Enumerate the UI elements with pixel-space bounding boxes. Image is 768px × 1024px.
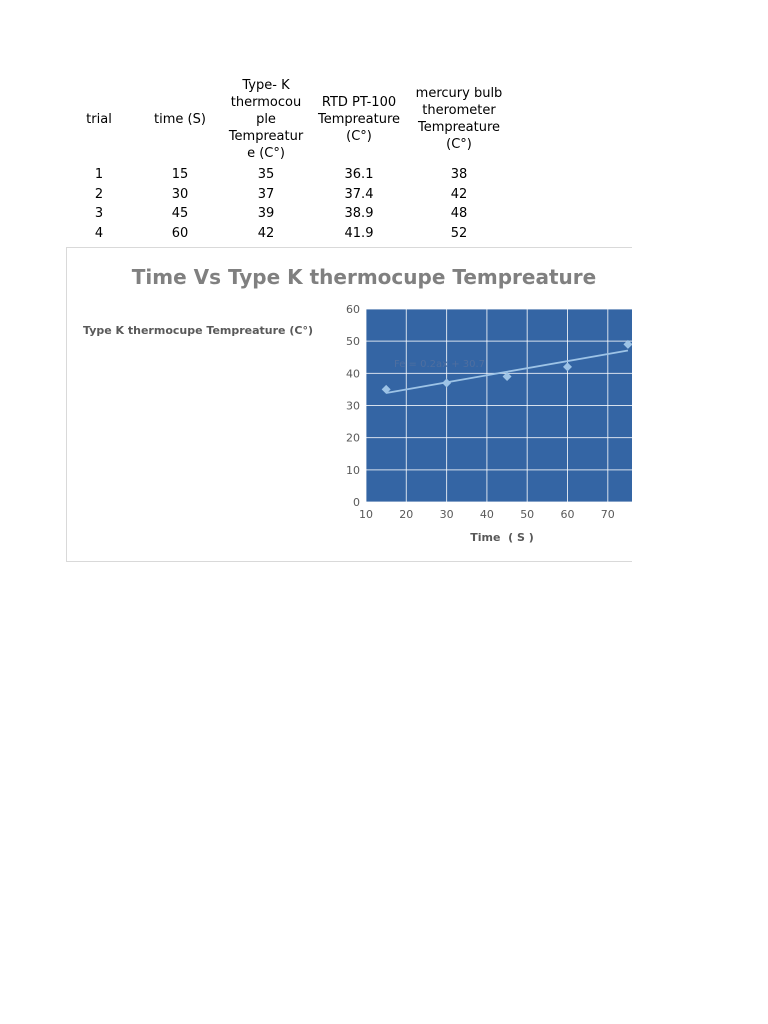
table-cell: 60: [171, 225, 189, 241]
x-tick-label: 30: [439, 508, 454, 521]
header-trial: [66, 73, 132, 165]
header-typek-temp: [228, 73, 304, 165]
x-tick-label: 20: [399, 508, 414, 521]
trendline-label: Fe = 0.2ax + 30.7: [394, 359, 486, 370]
data-table: [66, 73, 504, 243]
header-line: (C°): [446, 137, 472, 152]
table-row: [66, 165, 504, 185]
header-line: time (S): [154, 111, 206, 127]
table-cell: 41.9: [344, 225, 374, 241]
table-cell: 38.9: [344, 206, 374, 222]
header-line: RTD PT-100: [321, 94, 397, 110]
y-tick-label: 30: [346, 399, 360, 413]
x-axis-label: Time ( S ): [470, 531, 534, 544]
table-row: [66, 185, 504, 205]
plot-area: [346, 303, 632, 521]
header-line: mercury bulb: [415, 86, 503, 101]
header-line: Tempreatur: [228, 128, 304, 144]
y-tick-label: 20: [346, 431, 360, 445]
header-line: e (C°): [247, 145, 285, 161]
table-cell: 1: [94, 167, 104, 183]
header-line: (C°): [346, 128, 372, 144]
x-tick-label: 70: [600, 508, 615, 521]
table-cell: 38: [450, 167, 468, 183]
table-cell: 52: [450, 225, 468, 241]
header-line: Type- K: [242, 77, 290, 93]
y-axis-label: Type K thermocupe Tempreature (C°): [83, 324, 313, 337]
table-cell: 42: [257, 225, 275, 241]
table-cell: 37.4: [344, 186, 374, 202]
y-tick-label: 60: [346, 303, 360, 316]
x-tick-label: 60: [560, 508, 575, 521]
table-cell: 3: [94, 206, 104, 222]
table-cell: 30: [171, 186, 189, 202]
header-line: ple: [256, 111, 276, 127]
table-row: [66, 224, 504, 244]
header-rtd-temp: [304, 73, 414, 165]
header-time: [132, 73, 228, 165]
x-tick-label: 10: [359, 508, 373, 521]
table-cell: 39: [257, 206, 275, 222]
table-cell: 42: [450, 186, 468, 202]
table-cell: 15: [171, 167, 189, 183]
y-tick-label: 0: [353, 496, 360, 509]
chart-container: [66, 247, 632, 562]
table-cell: 35: [257, 167, 275, 183]
table-header-row: [66, 73, 504, 165]
y-tick-label: 10: [346, 463, 360, 477]
table-cell: 45: [171, 206, 189, 222]
y-tick-label: 50: [346, 335, 360, 349]
header-line: therometer: [422, 103, 496, 118]
scatter-chart: [67, 248, 632, 562]
header-line: Tempreature: [417, 120, 501, 135]
x-tick-label: 40: [479, 508, 494, 521]
table-cell: 37: [257, 186, 275, 202]
table-cell: 4: [94, 225, 104, 241]
y-tick-label: 40: [346, 367, 360, 381]
header-line: thermocou: [230, 94, 302, 110]
header-line: trial: [86, 111, 112, 127]
table-cell: 48: [450, 206, 468, 222]
header-line: Tempreature: [317, 111, 401, 127]
chart-title: Time Vs Type K thermocupe Tempreature: [131, 265, 597, 289]
table-cell: 36.1: [344, 167, 374, 183]
table-cell: 2: [94, 186, 104, 202]
table-row: [66, 204, 504, 224]
x-tick-label: 50: [520, 508, 535, 521]
header-mercury-temp: [414, 73, 504, 165]
